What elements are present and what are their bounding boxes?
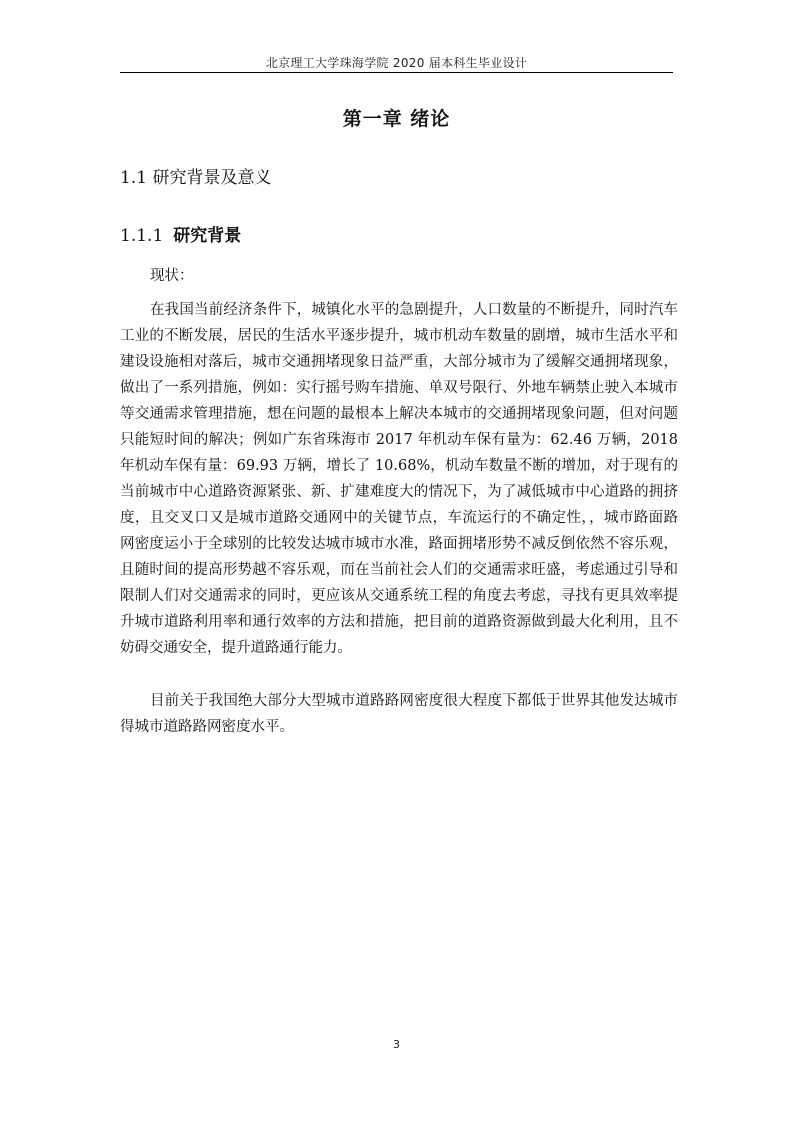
section-heading: 1.1 研究背景及意义 bbox=[120, 168, 272, 188]
page-number: 3 bbox=[393, 1038, 400, 1051]
subsection-number: 1.1.1 bbox=[120, 226, 164, 246]
chapter-title: 第一章 绪论 bbox=[342, 108, 451, 130]
body-paragraph-1: 在我国当前经济条件下，城镇化水平的急剧提升，人口数量的不断提升，同时汽车工业的不断发展，居民的生活水平逐步提升，城市机动车数量的剧增，城市生活水平和建设设施相对落后，城市交通拥堵现象日益严重，大部分城市为了缓解交通拥堵现象，做出了一系列措施，例如：实行摇号购车措施、单双号限行、外地车辆禁止驶入本城市等交通需求管理措施，想在问题的最根本上解决本城市的交通拥堵现象问题，但对问题只能短时间的解决；例如广东省珠海市 2017 年机动车保有量为：62.46 万辆，2018 年机动车保有量：69.93 万辆，增长了 10.68%，机动车数量不断的增加，对于现有的当前城市中心道路资源紧张、新、扩建难度大的情况下，为了减低城市中心道路的拥挤度，且交叉口又是城市道路交通网中的关键节点，车流运行的不确定性，，城市路面路网密度运小于全球别的比较发达城市城市水准，路面拥堵形势不减反倒依然不容乐观，且随时间的提高形势越不容乐观，而在当前社会人们的交通需求旺盛，考虑通过引导和限制人们对交通需求的同时，更应该从交通系统工程的角度去考虑，寻找有更具效率提升城市道路利用率和通行效率的方法和措施，把目前的道路资源做到最大化利用，且不妨碍交通安全，提升道路通行能力。 bbox=[120, 302, 678, 656]
body-paragraph-2: 目前关于我国绝大部分大型城市道路路网密度很大程度下都低于世界其他发达城市得城市道路路网密度水平。 bbox=[120, 693, 678, 735]
subsection-title: 研究背景 bbox=[173, 226, 242, 246]
header-divider bbox=[120, 72, 673, 73]
subsection-heading bbox=[120, 221, 241, 246]
running-header: 北京理工大学珠海学院 2020 届本科生毕业设计 bbox=[265, 56, 528, 70]
status-label: 现状： bbox=[150, 268, 194, 284]
